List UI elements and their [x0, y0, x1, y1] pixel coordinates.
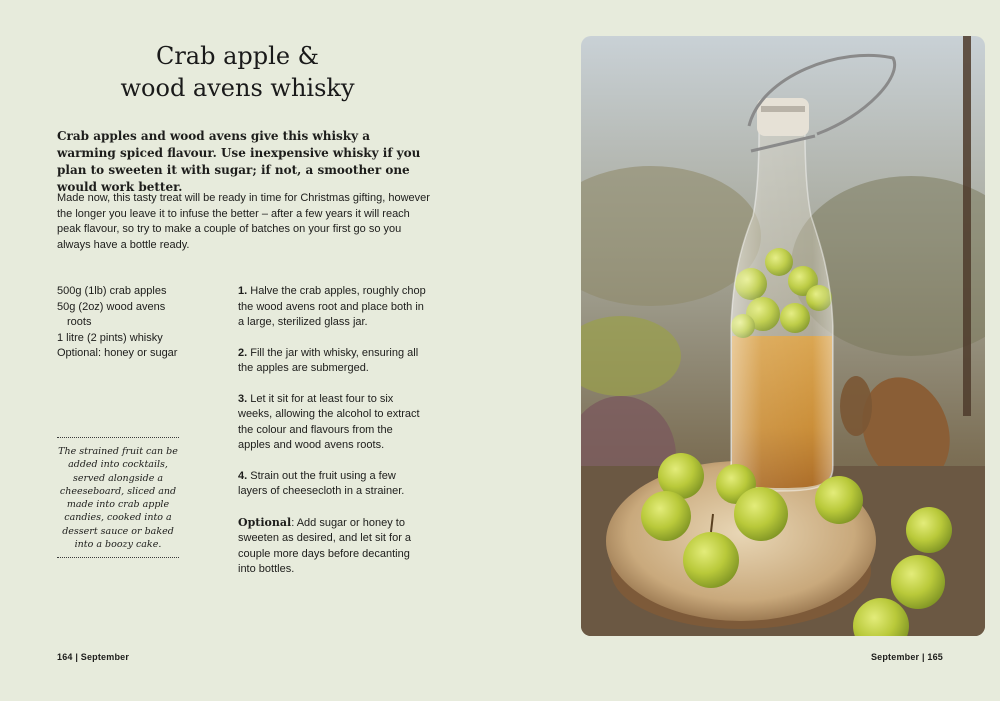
recipe-title	[40, 40, 435, 104]
intro-paragraph: Crab apples and wood avens give this whisky a warming spiced flavour. Use inexpensive whisky if you plan to sweeten it with sugar; if not, a smoother one would work better.	[57, 129, 421, 194]
ingredient-item: Optional: honey or sugar	[57, 347, 178, 359]
step-text: Let it sit for at least four to six weeks, allowing the alcohol to extract the colour and flavours from the apples and wood avens roots.	[238, 392, 420, 451]
ingredients-list	[57, 284, 217, 362]
ingredient-item: 500g (1lb) crab apples	[57, 285, 167, 297]
ingredient-item: 1 litre (2 pints) whisky	[57, 331, 163, 344]
step-optional-label: Optional	[238, 515, 292, 529]
step-number: 3.	[238, 392, 248, 405]
step-number: 1.	[238, 285, 248, 297]
step-text: Fill the jar with whisky, ensuring all the apples are submerged.	[238, 346, 419, 374]
step-number: 4.	[238, 469, 248, 482]
tip-text: The strained fruit can be added into cocktails, served alongside a cheeseboard, sliced and made into crab apple candies, cooked into a dessert sauce or baked into a boozy cake.	[58, 446, 178, 551]
method-step	[238, 392, 428, 454]
step-text: Halve the crab apples, roughly chop the wood avens root and place both in a large, sterilized glass jar.	[238, 285, 426, 328]
method-step-optional	[238, 515, 428, 578]
step-text: : Add sugar or honey to sweeten as desired, and let sit for a couple more days before decanting into bottles.	[238, 516, 412, 575]
ingredient-item-continuation: roots	[67, 316, 92, 328]
recipe-title-line-1: Crab apple &	[155, 42, 320, 70]
method-step	[238, 346, 428, 377]
ingredient-item: 50g (2oz) wood avens	[57, 300, 166, 313]
step-text: Strain out the fruit using a few layers of cheesecloth in a strainer.	[238, 469, 405, 497]
method-step	[238, 469, 428, 500]
method-steps	[238, 284, 428, 593]
method-step	[238, 284, 428, 331]
tip-box	[57, 437, 179, 558]
body-paragraph: Made now, this tasty treat will be ready in time for Christmas gifting, however the longer you leave it to infuse the better – after a few years it will reach peak flavour, so try to make a couple of batches on your first go so you always have a bottle ready.	[57, 192, 430, 251]
right-page	[500, 0, 1000, 701]
step-number: 2.	[238, 346, 248, 359]
whisky-bottle-photo	[581, 36, 985, 636]
page-folio-left: 164 | September	[57, 652, 130, 662]
photo-illustration	[581, 36, 985, 636]
page-folio-right: September | 165	[870, 652, 943, 662]
recipe-title-line-2: wood avens whisky	[120, 74, 355, 102]
